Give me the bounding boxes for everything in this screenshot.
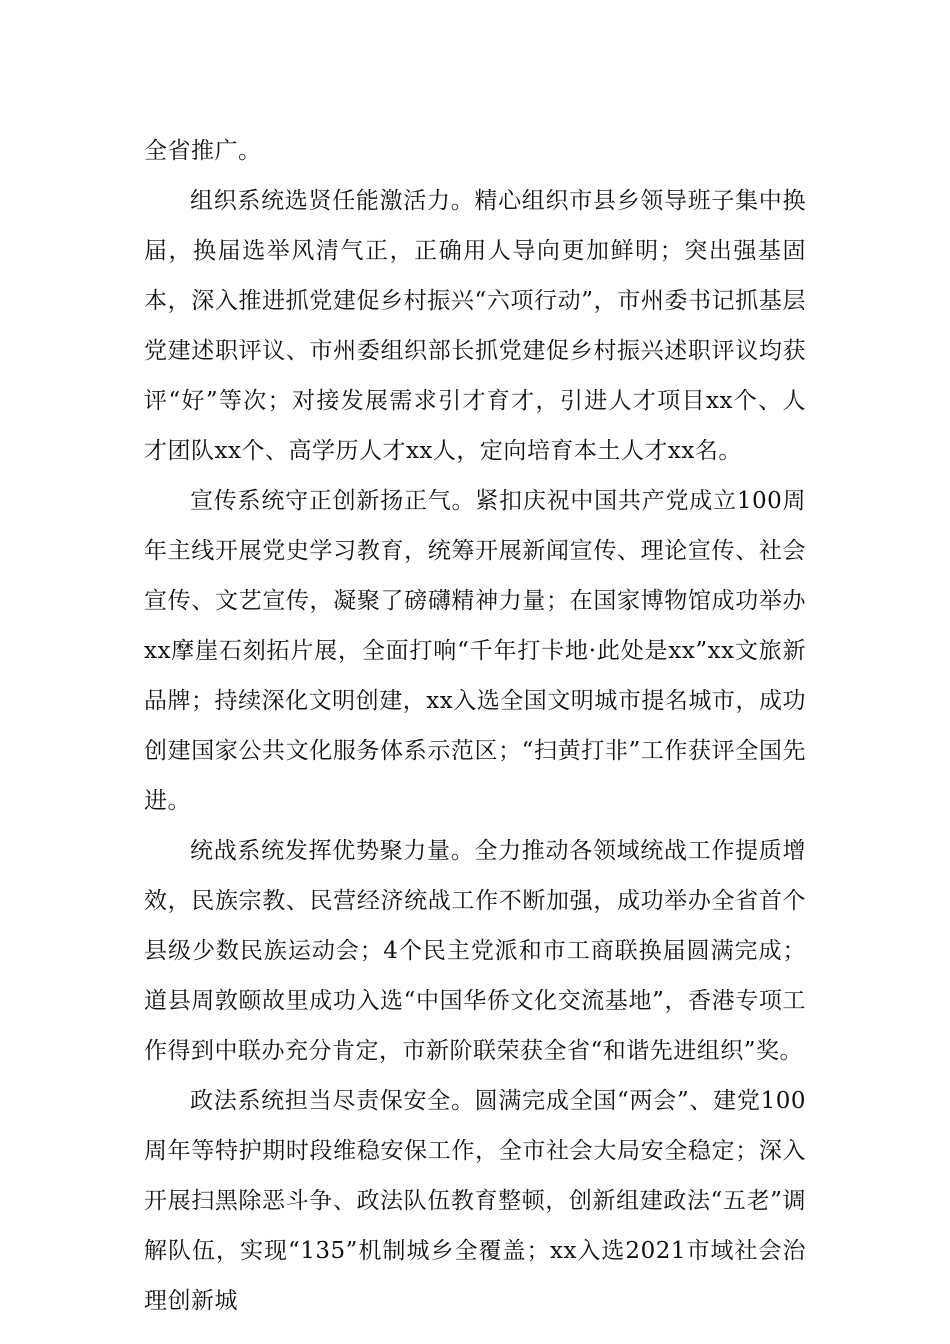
paragraph-publicity: 宣传系统守正创新扬正气。紧扣庆祝中国共产党成立100周年主线开展党史学习教育，统筹开展新闻宣传、理论宣传、社会宣传、文艺宣传，凝聚了磅礴精神力量；在国家博物馆成功举办xx摩崖石刻拓片展，全面打响“千年打卡地·此处是xx”xx文旅新品牌；持续深化文明创建，xx入选全国文明城市提名城市，成功创建国家公共文化服务体系示范区；“扫黄打非”工作获评全国先进。: [144, 488, 806, 814]
document-body: [144, 126, 806, 1326]
paragraph-organization: 组织系统选贤任能激活力。精心组织市县乡领导班子集中换届，换届选举风清气正，正确用人导向更加鲜明；突出强基固本，深入推进抓党建促乡村振兴“六项行动”，市州委书记抓基层党建述职评议、市州委组织部长抓党建促乡村振兴述职评议均获评“好”等次；对接发展需求引才育才，引进人才项目xx个、人才团队xx个、高学历人才xx人，定向培育本土人才xx名。: [144, 188, 806, 464]
paragraph-united-front: 统战系统发挥优势聚力量。全力推动各领域统战工作提质增效，民族宗教、民营经济统战工作不断加强，成功举办全省首个县级少数民族运动会；4个民主党派和市工商联换届圆满完成；道县周敦颐故里成功入选“中国华侨文化交流基地”，香港专项工作得到中联办充分肯定，市新阶联荣获全省“和谐先进组织”奖。: [144, 838, 806, 1064]
paragraph-continuation: 全省推广。: [144, 138, 262, 164]
paragraph-political-legal: 政法系统担当尽责保安全。圆满完成全国“两会”、建党100周年等特护期时段维稳安保工作，全市社会大局安全稳定；深入开展扫黑除恶斗争、政法队伍教育整顿，创新组建政法“五老”调解队伍，实现“135”机制城乡全覆盖；xx入选2021市域社会治理创新城: [144, 1088, 806, 1314]
